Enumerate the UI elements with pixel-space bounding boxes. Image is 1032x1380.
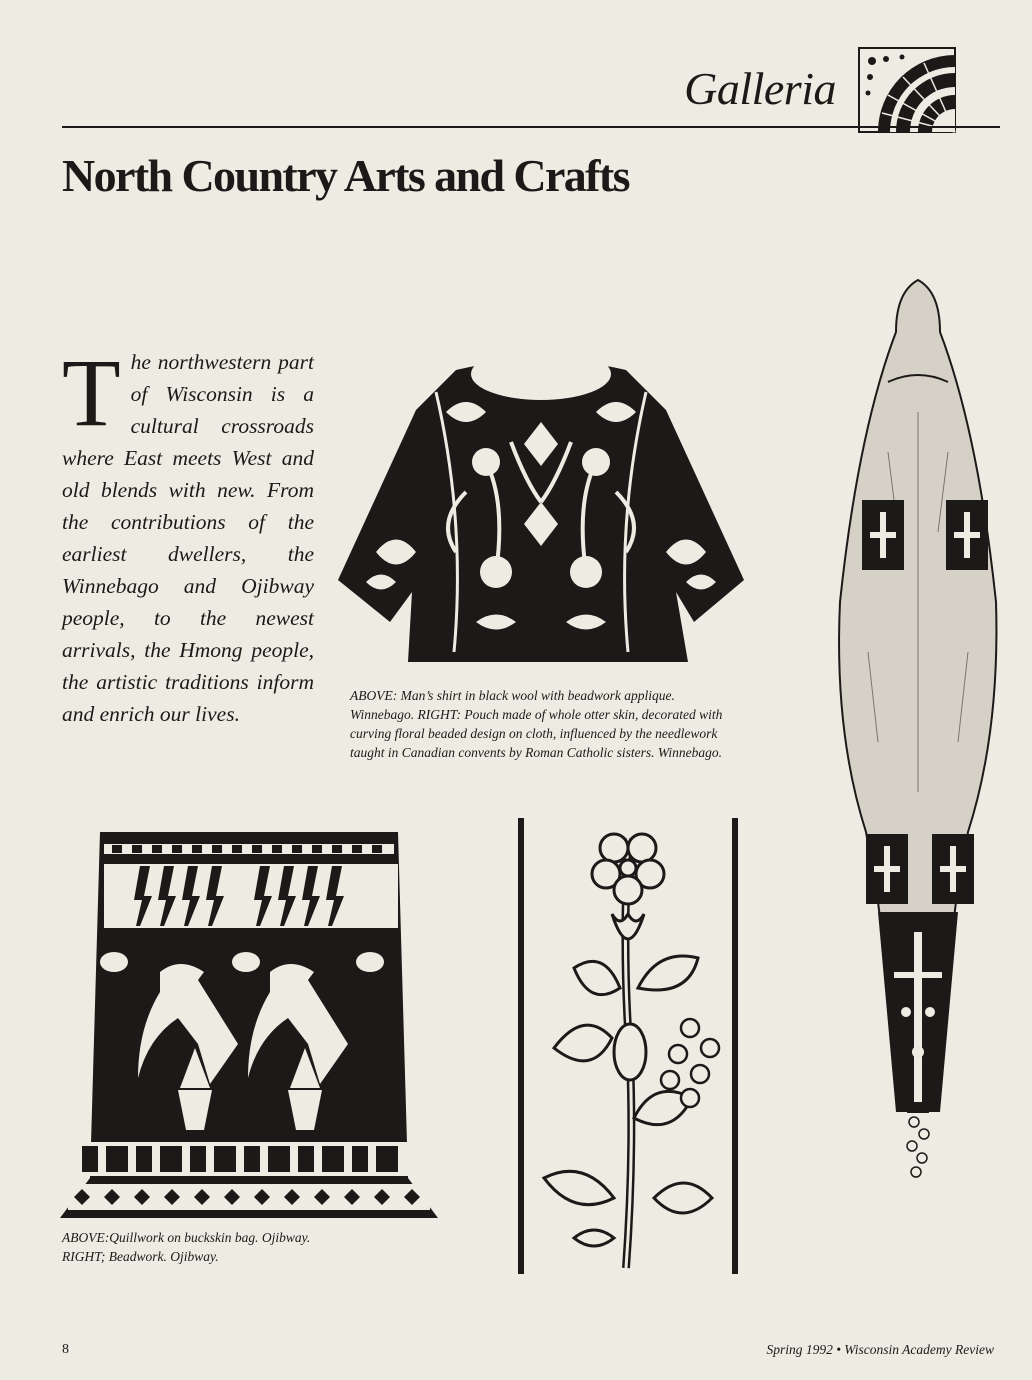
caption-quillwork-line-2: RIGHT; Beadwork. Ojibway. [62, 1249, 219, 1264]
page-number: 8 [62, 1342, 69, 1357]
otter-skin-pouch-illustration [828, 272, 1008, 1192]
header-rule [62, 126, 1000, 128]
ojibway-floral-beadwork-illustration [514, 818, 744, 1274]
footer-issue: Spring 1992 • Wisconsin Academy Review [766, 1342, 994, 1357]
ojibway-quillwork-bag-illustration [60, 828, 438, 1218]
intro-paragraph [62, 339, 314, 730]
galleria-logo-icon [858, 47, 956, 133]
drop-cap: T [62, 339, 121, 446]
caption-shirt-and-pouch: ABOVE: Man’s shirt in black wool with beadwork applique. Winnebago. RIGHT: Pouch made of whole otter skin, decorated with curving floral beaded design on cloth, influenced by the needlework taught in Canadian convents by Roman Catholic sisters. Winnebago. [350, 688, 723, 760]
caption-quillwork-line-1: ABOVE:Quillwork on buckskin bag. Ojibway. [62, 1230, 311, 1245]
intro-text: he northwestern part of Wisconsin is a cultural crossroads where East meets West and old blends with new. From the contributions of the earliest dwellers, the Winnebago and Ojibway people, to the newest arrivals, the Hmong people, the artistic traditions inform and enrich our lives. [62, 350, 314, 726]
section-label: Galleria [684, 63, 836, 114]
page-title: North Country Arts and Crafts [62, 150, 629, 201]
caption-quillwork [62, 1228, 442, 1266]
winnebago-shirt-illustration [336, 352, 746, 674]
